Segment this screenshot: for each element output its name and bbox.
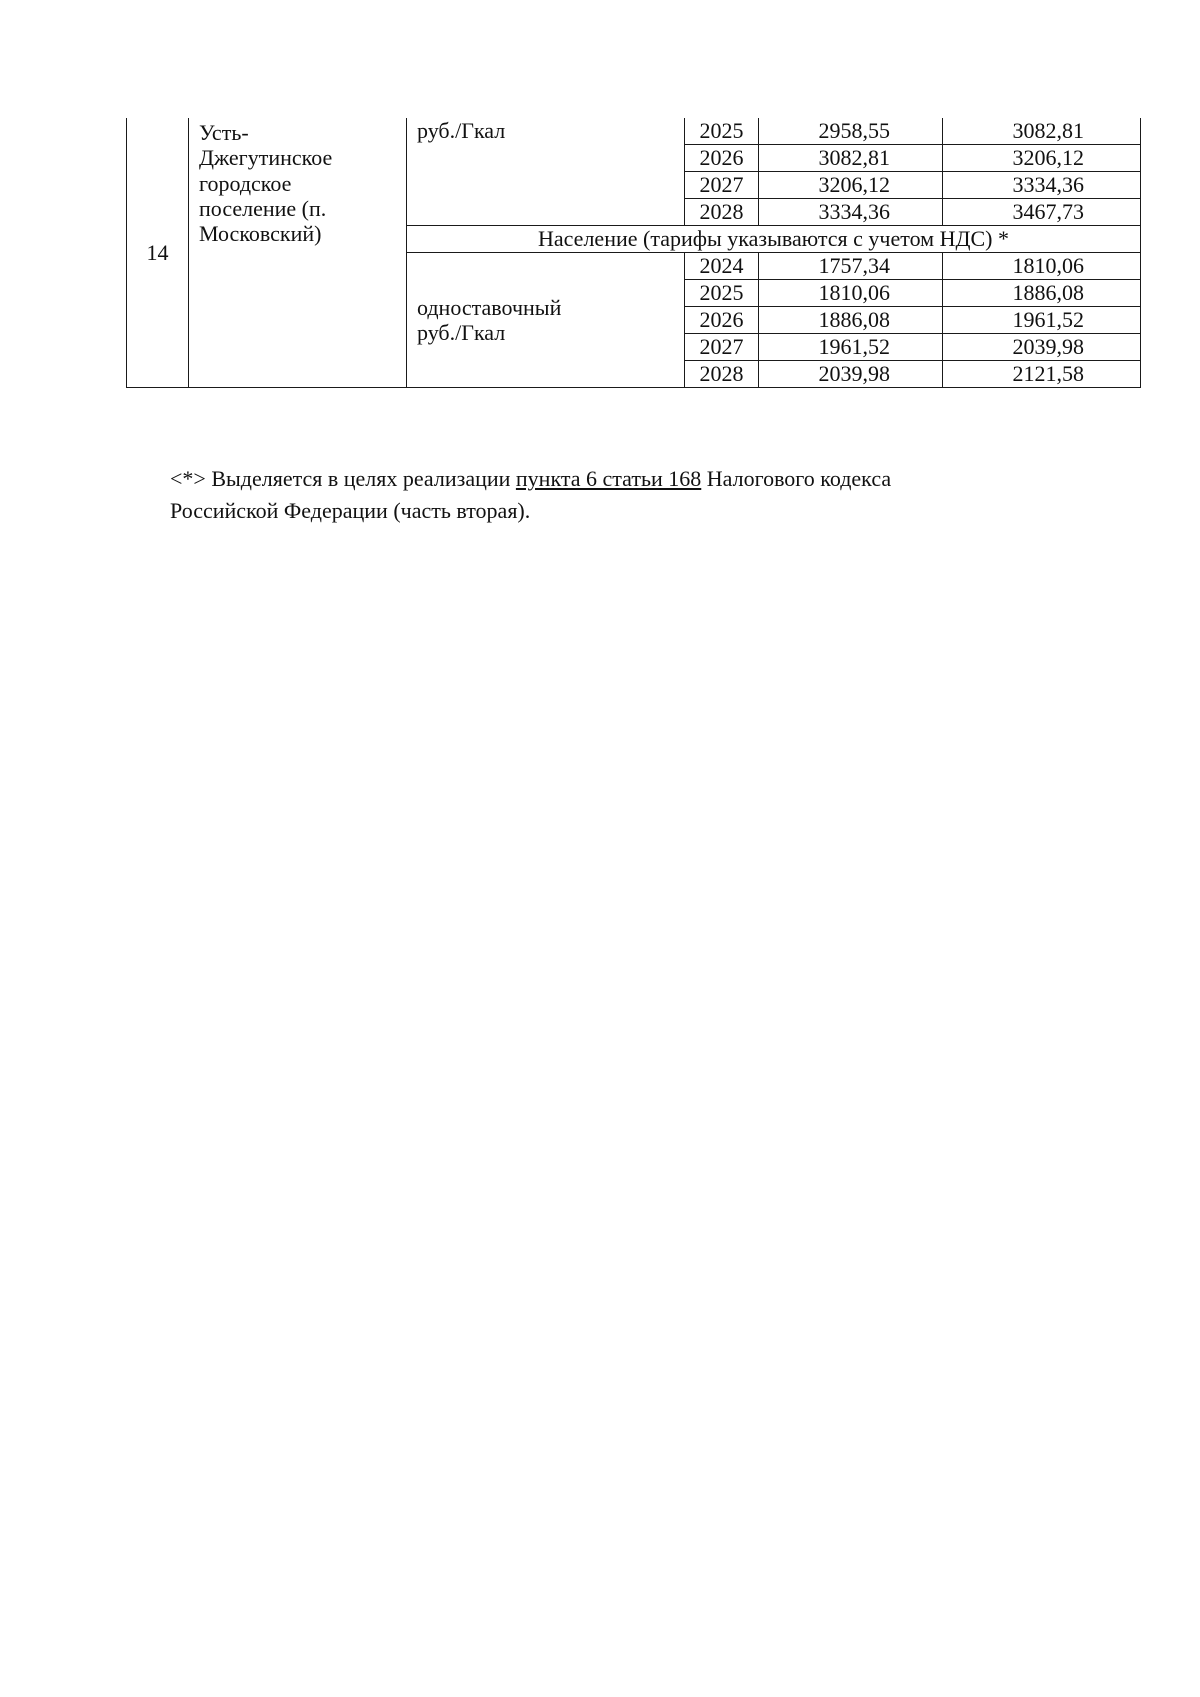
tariff-first-half-cell: 2958,55 xyxy=(759,118,943,145)
section-header-cell: Население (тарифы указываются с учетом НДС) * xyxy=(407,226,1141,253)
tariff-second-half-cell: 3082,81 xyxy=(943,118,1141,145)
unit-cell xyxy=(407,253,685,388)
tariff-second-half-cell: 1886,08 xyxy=(943,280,1141,307)
tariff-first-half-cell: 3206,12 xyxy=(759,172,943,199)
unit-line: одноставочный xyxy=(417,294,562,320)
tax-code-article-link[interactable]: пункта 6 статьи 168 xyxy=(515,466,702,491)
year-cell: 2026 xyxy=(685,307,759,334)
tariff-first-half-cell: 1810,06 xyxy=(759,280,943,307)
footnote-line-2: Российской Федерации (часть вторая). xyxy=(170,498,531,523)
tariff-second-half-cell: 2039,98 xyxy=(943,334,1141,361)
settlement-name-line: Джегутинское xyxy=(199,145,333,171)
tariff-second-half-cell: 3334,36 xyxy=(943,172,1141,199)
row-number-cell: 14 xyxy=(127,118,189,388)
year-cell: 2027 xyxy=(685,172,759,199)
year-cell: 2025 xyxy=(685,118,759,145)
settlement-name-line: городское xyxy=(199,170,292,196)
tariff-second-half-cell: 3206,12 xyxy=(943,145,1141,172)
tariff-second-half-cell: 1810,06 xyxy=(943,253,1141,280)
tariff-second-half-cell: 2121,58 xyxy=(943,361,1141,388)
settlement-name-line: поселение (п. xyxy=(199,195,327,221)
tariff-table xyxy=(126,118,1141,388)
year-cell: 2024 xyxy=(685,253,759,280)
unit-cell xyxy=(407,118,685,226)
tariff-first-half-cell: 1961,52 xyxy=(759,334,943,361)
footnote xyxy=(170,463,1070,527)
tariff-second-half-cell: 1961,52 xyxy=(943,307,1141,334)
year-cell: 2026 xyxy=(685,145,759,172)
settlement-name-line: Усть- xyxy=(199,120,249,145)
settlement-name-line: Московский) xyxy=(199,221,322,247)
year-cell: 2025 xyxy=(685,280,759,307)
footnote-suffix: Налогового кодекса xyxy=(701,466,892,491)
year-cell: 2028 xyxy=(685,361,759,388)
unit-line: руб./Гкал xyxy=(417,320,506,345)
unit-line: руб./Гкал xyxy=(417,118,506,143)
tariff-first-half-cell: 1886,08 xyxy=(759,307,943,334)
tariff-second-half-cell: 3467,73 xyxy=(943,199,1141,226)
tariff-first-half-cell: 3334,36 xyxy=(759,199,943,226)
year-cell: 2028 xyxy=(685,199,759,226)
footnote-line-1 xyxy=(170,463,1070,495)
table-row xyxy=(127,118,1141,145)
footnote-prefix: <*> Выделяется в целях реализации xyxy=(170,466,516,491)
tariff-first-half-cell: 3082,81 xyxy=(759,145,943,172)
tariff-first-half-cell: 1757,34 xyxy=(759,253,943,280)
settlement-name-cell xyxy=(189,118,407,388)
tariff-first-half-cell: 2039,98 xyxy=(759,361,943,388)
year-cell: 2027 xyxy=(685,334,759,361)
